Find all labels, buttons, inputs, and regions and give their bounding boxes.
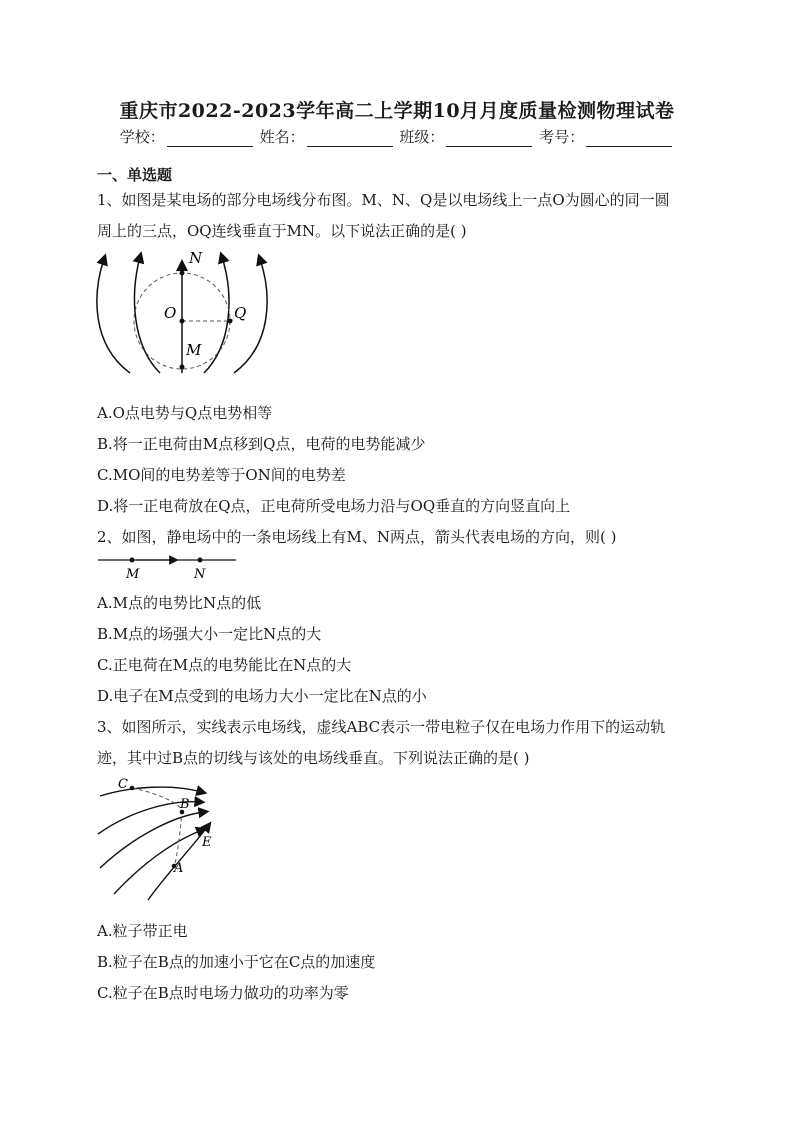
q2-option-b: B.M点的场强大小一定比N点的大 <box>97 625 322 643</box>
q1-option-c: C.MO间的电势差等于ON间的电势差 <box>97 466 346 484</box>
q3-label-e: E <box>202 835 212 850</box>
q3-stem-line2: 迹，其中过B点的切线与该处的电场线垂直。下列说法正确的是( ) <box>97 749 530 767</box>
q2-option-c: C.正电荷在M点的电势能比在N点的大 <box>97 656 352 674</box>
q1-label-q: Q <box>234 304 247 322</box>
q3-option-c: C.粒子在B点时电场力做功的功率为零 <box>97 984 349 1002</box>
q1-option-a: A.O点电势与Q点电势相等 <box>97 404 273 422</box>
q3-option-a: A.粒子带正电 <box>97 922 188 940</box>
class-blank <box>446 132 532 147</box>
q2-label-n: N <box>194 567 206 582</box>
q1-option-d: D.将一正电荷放在Q点，正电荷所受电场力沿与OQ垂直的方向竖直向上 <box>97 497 571 515</box>
q1-option-b: B.将一正电荷由M点移到Q点，电荷的电势能减少 <box>97 435 426 453</box>
school-label: 学校： <box>119 128 165 146</box>
q1-label-o: O <box>164 304 177 322</box>
q1-label-m: M <box>186 341 202 359</box>
q3-option-b: B.粒子在B点的加速小于它在C点的加速度 <box>97 953 376 971</box>
number-label: 考号： <box>539 128 585 146</box>
q2-option-a: A.M点的电势比N点的低 <box>97 594 262 612</box>
exam-title: 重庆市2022-2023学年高二上学期10月月度质量检测物理试卷 <box>119 100 675 122</box>
name-label: 姓名： <box>259 128 305 146</box>
q3-label-b: B <box>180 797 190 812</box>
school-blank <box>167 132 253 147</box>
q3-label-c: C <box>118 777 128 792</box>
student-info-row <box>0 126 794 147</box>
section-title: 一、单选题 <box>97 166 173 184</box>
q2-stem-line1: 2、如图，静电场中的一条电场线上有M、N两点，箭头代表电场的方向，则( ) <box>97 528 617 546</box>
q1-label-n: N <box>189 249 203 267</box>
class-label: 班级： <box>399 128 445 146</box>
q2-label-m: M <box>126 567 140 582</box>
q2-option-d: D.电子在M点受到的电场力大小一定比在N点的小 <box>97 687 427 705</box>
q1-stem-line1: 1、如图是某电场的部分电场线分布图。M、N、Q是以电场线上一点O为圆心的同一圆 <box>97 191 670 209</box>
q3-stem-line1: 3、如图所示，实线表示电场线，虚线ABC表示一带电粒子仅在电场力作用下的运动轨 <box>97 718 666 736</box>
name-blank <box>307 132 393 147</box>
q2-field-line-figure <box>96 552 241 584</box>
q1-field-figure <box>92 245 277 385</box>
q1-stem-line2: 周上的三点，OQ连线垂直于MN。以下说法正确的是( ) <box>97 222 467 240</box>
number-blank <box>586 132 672 147</box>
q3-trajectory-figure <box>92 772 222 902</box>
q3-label-a: A <box>174 861 184 876</box>
